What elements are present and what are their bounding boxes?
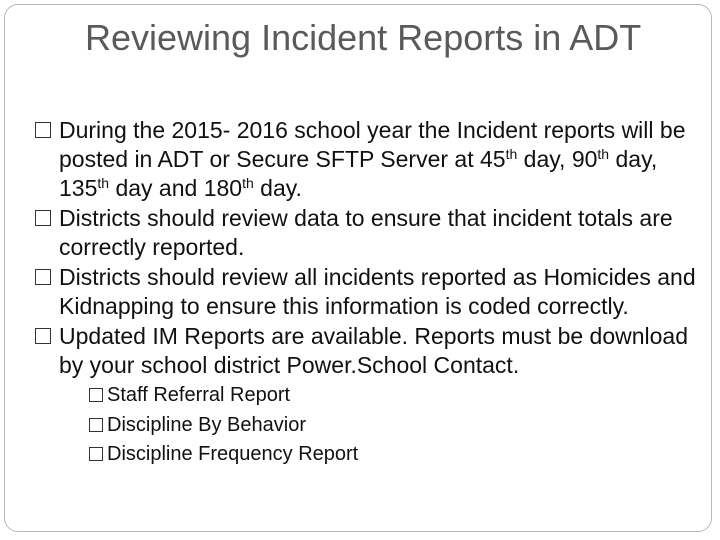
bullet-item	[35, 263, 705, 321]
slide-title: Reviewing Incident Reports in ADT	[85, 17, 642, 58]
checkbox-bullet-icon	[35, 122, 51, 138]
sub-bullet-list	[59, 381, 705, 470]
sub-bullet-item	[89, 411, 705, 441]
slide-frame	[4, 4, 712, 532]
bullet-text: Districts should review all incidents reported as Homicides and Kidnapping to ensure this information is coded correctly.	[59, 264, 696, 319]
checkbox-bullet-icon	[35, 210, 51, 226]
bullet-text: Updated IM Reports are available. Reports must be download by your school district Power.School Contact.	[59, 323, 689, 378]
bullet-text: During the 2015- 2016 school year the Incident reports will be posted in ADT or Secure SFTP Server at 45th day, 90th day, 135th day and 180th day.	[59, 117, 686, 201]
checkbox-bullet-icon	[89, 447, 103, 461]
bullet-item	[35, 116, 705, 203]
checkbox-bullet-icon	[35, 328, 51, 344]
sub-bullet-item	[89, 440, 705, 470]
bullet-text: Districts should review data to ensure that incident totals are correctly reported.	[59, 205, 673, 260]
sub-bullet-text: Discipline By Behavior	[107, 413, 306, 436]
sub-bullet-text: Discipline Frequency Report	[107, 443, 359, 465]
sub-bullet-text: Staff Referral Report	[107, 384, 291, 406]
sub-bullet-item	[89, 381, 705, 411]
bullet-item	[35, 204, 705, 262]
checkbox-bullet-icon	[89, 388, 103, 402]
checkbox-bullet-icon	[35, 269, 51, 285]
bullet-item	[35, 322, 705, 470]
bullet-list	[35, 116, 705, 470]
checkbox-bullet-icon	[89, 418, 103, 432]
